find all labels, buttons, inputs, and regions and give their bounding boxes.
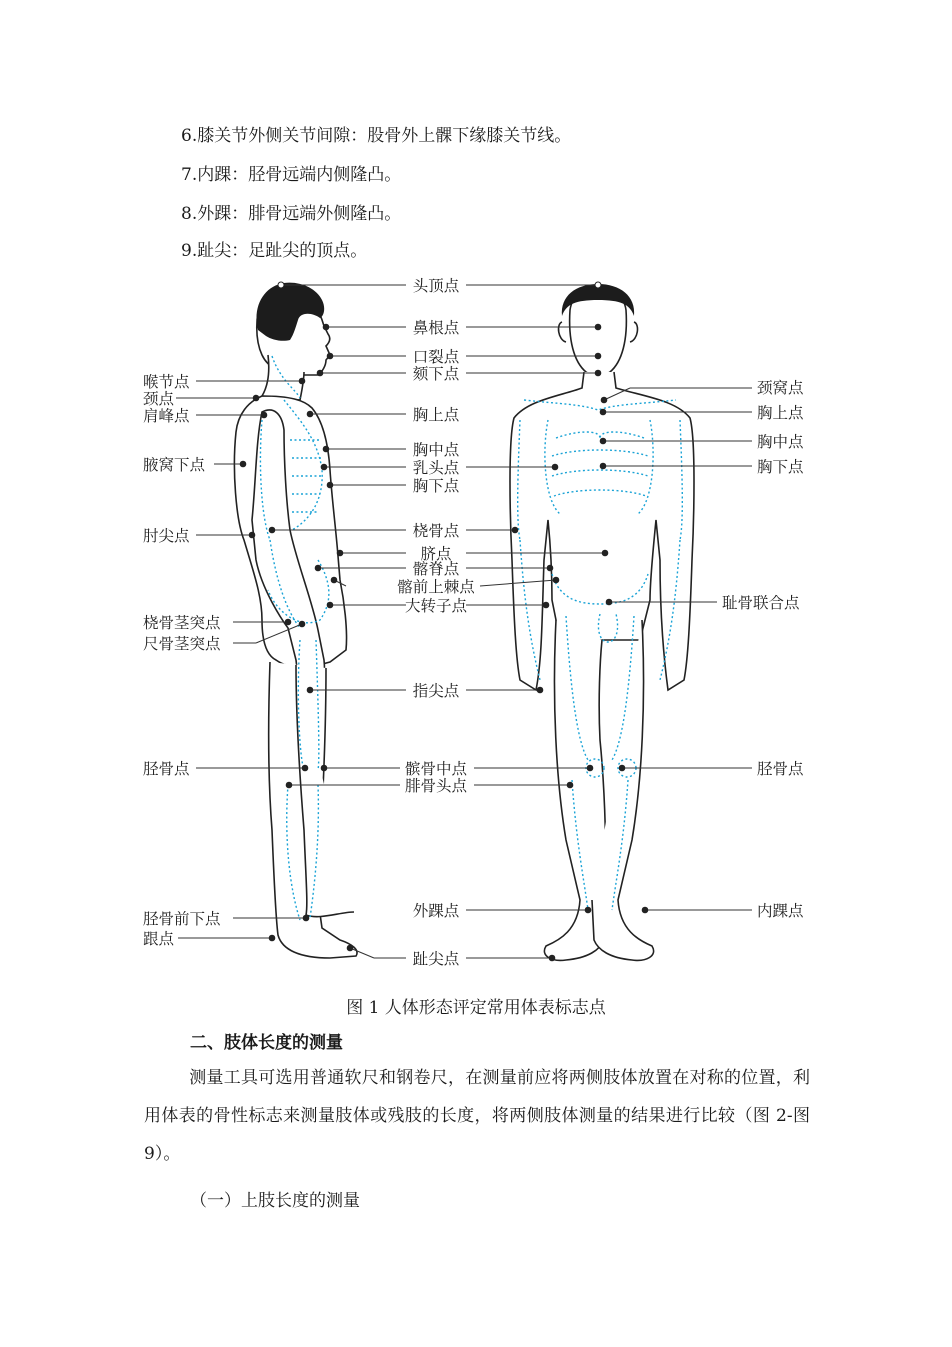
label-radial-styloid: 桡骨茎突点: [143, 614, 221, 632]
center-labels: [397, 277, 475, 968]
list-item: 7.内踝：胫骨远端内侧隆凸。: [181, 165, 402, 185]
label-cervical: 颈点: [143, 390, 175, 408]
label-chest-upper: 胸上点: [412, 406, 460, 424]
label-chest-mid: 胸中点: [412, 441, 460, 459]
list-item: 8.外踝：腓骨远端外侧隆凸。: [181, 204, 402, 224]
label-mouth: 口裂点: [412, 348, 460, 366]
label-toe-tip: 趾尖点: [412, 950, 460, 968]
body-paragraph: [144, 1059, 810, 1173]
label-tibia-anterior-lower: 胫骨前下点: [143, 910, 221, 928]
label-larynx: 喉节点: [143, 373, 190, 391]
label-medial-malleolus: 内踝点: [757, 902, 804, 920]
label-asis: 髂前上棘点: [397, 578, 475, 596]
label-navel: 脐点: [420, 545, 452, 563]
right-labels: [722, 379, 804, 920]
side-view-body: [234, 283, 357, 958]
label-trochanter: 大转子点: [404, 597, 468, 615]
label-acromion: 肩峰点: [143, 407, 190, 425]
left-labels: [143, 373, 221, 948]
list-item: 9.趾尖：足趾尖的顶点。: [181, 241, 368, 261]
label-tibia-front: 胫骨点: [757, 760, 804, 778]
label-pubic-symphysis: 耻骨联合点: [722, 594, 800, 612]
label-jugular-notch: 颈窝点: [757, 379, 804, 397]
label-iliac-crest: 髂脊点: [412, 560, 460, 578]
label-olecranon: 肘尖点: [143, 527, 190, 545]
label-chest-lower: 胸下点: [412, 477, 460, 495]
label-nasion: 鼻根点: [412, 319, 460, 337]
label-chest-upper-front: 胸上点: [757, 404, 804, 422]
label-ulnar-styloid: 尺骨茎突点: [143, 635, 221, 653]
paragraph-text: 测量工具可选用普通软尺和钢卷尺，在测量前应将两侧肢体放置在对称的位置，利用体表的骨性标志来测量肢体或残肢的长度，将两侧肢体测量的结果进行比较（图 2-图 9）。: [144, 1068, 810, 1164]
label-crown: 头顶点: [412, 277, 460, 295]
label-heel: 跟点: [143, 930, 175, 948]
label-nipple: 乳头点: [412, 459, 460, 477]
label-axilla: 腋窝下点: [143, 456, 206, 474]
figure-caption: 图 1 人体形态评定常用体表标志点: [346, 998, 606, 1018]
list-item: 6.膝关节外侧关节间隙：股骨外上髁下缘膝关节线。: [181, 126, 572, 146]
label-patella: 髌骨中点: [404, 760, 468, 778]
anatomy-landmark-figure: [138, 270, 828, 985]
label-chest-lower-front: 胸下点: [757, 458, 804, 476]
label-fingertip: 指尖点: [412, 682, 460, 700]
label-chin: 颏下点: [412, 365, 460, 383]
label-fibula-head: 腓骨头点: [404, 777, 468, 795]
subsection-heading: （一）上肢长度的测量: [190, 1191, 360, 1211]
label-tibia-side: 胫骨点: [143, 760, 190, 778]
label-lateral-malleolus: 外踝点: [412, 902, 460, 920]
section-heading: 二、肢体长度的测量: [190, 1033, 343, 1053]
front-view-body: [510, 284, 694, 960]
label-radius: 桡骨点: [412, 522, 460, 540]
label-chest-mid-front: 胸中点: [757, 433, 804, 451]
